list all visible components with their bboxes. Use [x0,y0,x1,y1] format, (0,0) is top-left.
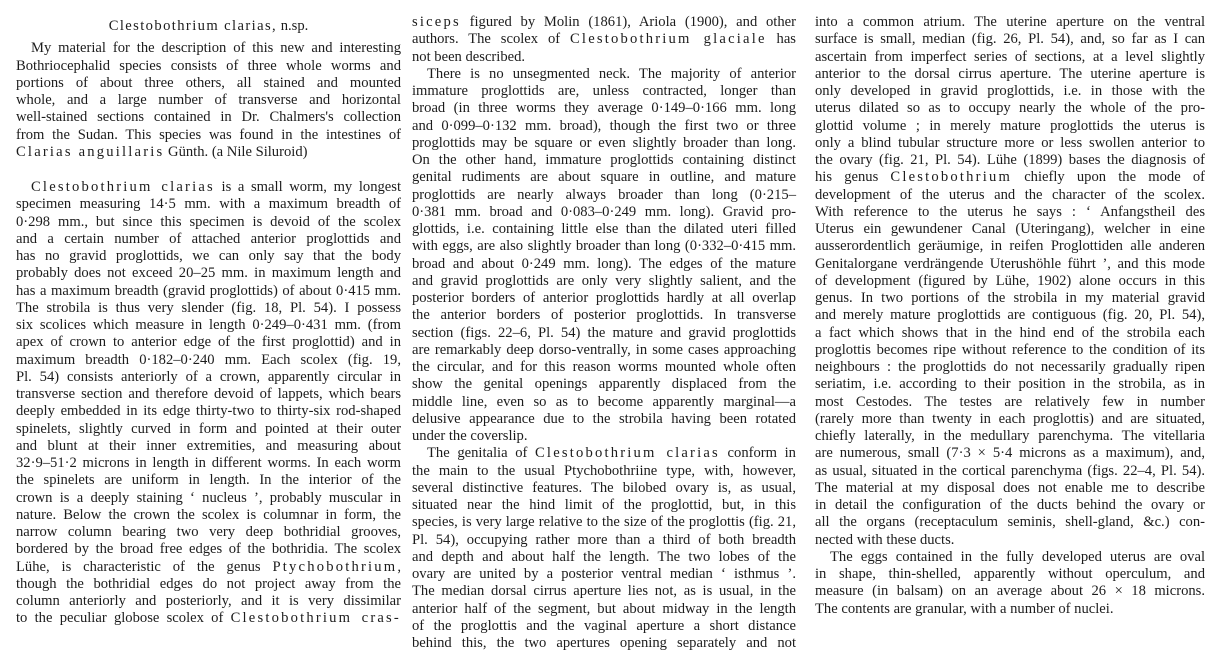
species-name-inline: Clestobothrium glaciale [570,31,767,48]
text-line: broad and about 0·249 mm. long). The edges of the mature [412,255,796,272]
text-line: 0·381 mm. broad and 0·083–0·249 mm. long). Gravid pro- [412,203,796,220]
text-line: The material at my disposal does not enable me to describe [815,479,1205,496]
text-line: from the Sudan. This species was found in the intestines of [16,126,401,143]
text-line [16,179,401,196]
text-line: and gravid proglottids are only very slightly salient, and the [412,272,796,289]
text-line: Pl. 54) consists anteriorly of a crown, apparently circular in [16,368,401,385]
text-fragment: Günth. (a Nile Siluroid) [164,143,308,160]
text-line: the main to the usual Ptychobothriine type, with, however, [412,462,796,479]
text-line: as usual, situated in the cortical parenchyma (figs. 22–4, Pl. 54). [815,462,1205,479]
text-line: whole, and a large number of transverse and horizontal [16,92,401,108]
text-line: 32·9–51·2 microns in length in different worms. In each worm [16,455,401,471]
text-line: (rarely more than twenty in each proglottis) and are situated, [815,410,1205,427]
text-line: section (figs. 22–6, Pl. 54) the mature and gravid proglottids [412,324,796,341]
text-line: apex of crown to anterior edge of the first proglottid) and in [16,334,401,351]
text-line: six scolices which measure in length 0·249–0·431 mm. (from [16,317,401,333]
genus-name-inline: Clestobothrium [890,169,1013,186]
text-line: surface is small, median (fig. 26, Pl. 54), and, so far as I can [815,31,1205,48]
text-line: development of the uterus and the character of the scolex. [815,186,1205,203]
text-column-2 [412,14,796,652]
text-line: are remarkably deep dorso-ventrally, in some cases approaching [412,341,796,358]
text-fragment: figured by Molin (1861), Ariola (1900), and other [460,14,796,30]
intro-paragraph [16,40,401,161]
text-line [412,14,796,31]
text-line: several distinctive features. The bilobed ovary is, as usual, [412,479,796,496]
text-fragment: , [397,558,401,575]
species-name-inline: Clestobothrium clarias [535,445,720,462]
host-species-name: Clarias anguillaris [16,143,165,160]
text-fragment: Lühe, is characteristic of the genus [16,558,273,575]
text-fragment: The genitalia of [427,445,535,462]
text-line: middle line, even so as to become apparently marginal—a [412,393,796,410]
text-line: transverse section and therefore devoid of lappets, which bears [16,386,401,402]
text-line [16,610,401,627]
genitalia-paragraph [412,445,796,652]
text-line: The eggs contained in the fully developed uterus are oval [830,548,1205,565]
text-line: of the proglottis and the vaginal aperture a short distance [412,617,796,634]
text-line: The median dorsal cirrus aperture lies not, as is usual, in the [412,583,796,600]
text-line: and a certain number of attached anterior proglottids and [16,230,401,247]
species-name: Clestobothrium clarias, [108,18,278,34]
text-line: has a maximum breadth (gravid proglottids) of about 0·415 mm. [16,282,401,299]
text-column-3 [815,14,1205,618]
text-line: immature proglottids are, unless contracted, longer than [412,83,796,99]
text-line: most Cestodes. The testes are relatively few in number [815,393,1205,410]
text-line: genital rudiments are about square in outline, and mature [412,169,796,186]
text-line: On the other hand, immature proglottids containing distinct [412,152,796,168]
text-line: Pl. 54), occupying rather more than a third of both breadth [412,531,796,548]
text-line: column anteriorly and posteriorly, and it is very dissimilar [16,593,401,609]
text-line: of development (figured by Lühe, 1902) alone occurs in this [815,272,1205,289]
text-line: only developed in gravid proglottids, i.e. in those with the [815,83,1205,99]
text-fragment: conform in [719,445,796,462]
text-line: under the coverslip. [412,428,528,444]
text-line: in shape, thin-shelled, apparently without operculum, and [815,566,1205,582]
text-line: narrow column bearing two very deep bothridial grooves, [16,524,401,540]
text-line: has no gravid proglottids, we can only say that the body [16,248,401,264]
text-line: delusive appearance due to the strobila having been rotated [412,410,796,427]
eggs-paragraph [815,549,1205,618]
text-line: into a common atrium. The uterine aperture on the ventral [815,14,1205,30]
text-line: species, is very large relative to the size of the proglottis (fig. 21, [412,514,796,531]
text-line: well-stained sections contained in Dr. Chalmers's collection [16,109,401,126]
text-fragment: is a small worm, my longest [214,179,401,195]
text-line: all the organs (receptaculum seminis, shell-gland, &c.) con- [815,514,1205,531]
text-line: the circular, and for this reason worms mounted whole often [412,359,796,375]
text-line: uterus dilated so as to occupy nearly the whole of the pro- [815,100,1205,117]
text-line: the ovary (fig. 21, Pl. 54). Lühe (1899) bases the diagnosis of [815,152,1205,168]
text-line: spinelets, slightly curved in form and pointed at their outer [16,420,401,437]
text-line: the anterior borders of posterior proglottids. In transverse [412,307,796,324]
text-line: and depth and about half the length. The two lobes of the [412,548,796,565]
text-line: maximum breadth 0·182–0·240 mm. Each scolex (fig. 19, [16,351,401,368]
text-line: anterior half of the segment, but about midway in the length [412,600,796,617]
text-line: chiefly laterally, in the medullary parenchyma. The vitellaria [815,428,1205,444]
text-line: and 0·099–0·132 mm. broad), though the first two or three [412,117,796,134]
text-line: portions of about three others, all stained and mounted [16,74,401,91]
text-line: The strobila is thus very slender (fig. 18, Pl. 54). I possess [16,299,401,316]
text-line: only a blind tubular structure more or less swollen anterior to [815,134,1205,151]
text-line: glottids, i.e. containing little else than the dilated uteri filled [412,221,796,237]
text-line: and merely mature proglottids are contiguous (fig. 20, Pl. 54), [815,307,1205,324]
text-line: a fact which shows that in the hind end of the strobila each [815,324,1205,341]
text-fragment: has [766,31,796,48]
text-line: with eggs, are also slightly broader than long (0·332–0·415 mm. [412,238,796,255]
text-line: proglottids are nearly always broader than long (0·215– [412,186,796,203]
text-line: anterior to the dorsal cirrus aperture. The uterine aperture is [815,65,1205,82]
text-line: Bothriocephalid species consists of three whole worms and [16,57,401,74]
text-line: There is no unsegmented neck. The majority of anterior [427,65,796,82]
text-column-1 [16,14,401,628]
text-line: broad (in three worms they average 0·149–0·166 mm. long [412,100,796,117]
species-name-inline: Clestobothrium cras- [230,610,401,627]
text-line: Genitalorgane verdrängende Uterushöhle führt ’, and this mode [815,255,1205,272]
text-fragment: authors. The scolex of [412,31,570,48]
text-line: specimen measuring 14·5 mm. with a maximum breadth of [16,196,401,213]
text-line: deeply embedded in its edge thirty-two to thirty-six rod-shaped [16,403,401,420]
text-line: in detail the configuration of the ducts behind the ovary or [815,497,1205,513]
text-line: ausserordentlich geräumige, in reifen Proglottiden alle anderen [815,238,1205,255]
text-line [16,144,401,161]
text-line: seriatim, i.e. according to their position in the strobila, as in [815,376,1205,393]
text-line: 0·298 mm., but since this specimen is devoid of the scolex [16,213,401,230]
text-line: nature. Below the crown the scolex is columnar in form, the [16,506,401,523]
genus-name-inline: Ptychobothrium [272,558,398,575]
text-line: the spinelets are uniform in length. In the interior of the [16,472,401,489]
species-suffix: n.sp. [277,18,309,34]
text-line: measure (in balsam) on an average about 26 × 18 microns. [815,583,1205,600]
text-line: behind this, the two apertures opening separately and not [412,635,796,651]
uterus-paragraph [815,14,1205,549]
text-line: are numerous, small (7·3 × 5·4 microns as a maximum), and, [815,445,1205,462]
paragraph-gap [16,161,401,179]
text-line: genus. In two portions of the strobila in my material gravid [815,290,1205,306]
text-line: glottid volume ; in merely mature proglottids the uterus is [815,117,1205,134]
text-line: neighbours : the proglottids do not necessarily gradually ripen [815,359,1205,375]
text-line: probably does not exceed 20–25 mm. in maximum length and [16,265,401,282]
text-line: posterior borders of anterior proglottids hardly at all overlap [412,290,796,306]
text-line: proglottis becomes ripe without reference to the condition of its [815,341,1205,358]
text-line: not been described. [412,48,526,65]
species-name-inline: Clestobothrium clarias [31,179,215,195]
description-paragraph [16,179,401,628]
text-line: nected with these ducts. [815,531,955,548]
text-line: show the genital openings apparently displaced from the [412,376,796,393]
text-line: Uterus ein gewundener Canal (Uteringang), welcher in eine [815,221,1205,237]
text-line: ascertain from imperfect series of sections, at a level slightly [815,48,1205,65]
continued-paragraph [412,14,796,66]
text-line: proglottids may be square or even slightly broader than long. [412,134,796,151]
text-line: crown is a deeply staining ‘ nucleus ’, probably muscular in [16,489,401,506]
text-fragment: to the peculiar globose scolex of [16,610,231,627]
text-line: My material for the description of this new and interesting [31,40,401,57]
text-fragment: chiefly upon the mode of [1012,169,1205,186]
species-heading [16,18,401,35]
text-line: situated near the hind limit of the proglottid, but, in this [412,497,796,513]
text-line: ovary are united by a posterior ventral median ‘ isthmus ’. [412,566,796,582]
text-line [412,445,796,462]
text-line [815,169,1205,186]
text-fragment: his genus [815,169,891,186]
text-line: though the bothridial edges do not project away from the [16,575,401,592]
text-line: With reference to the uterus he says : ‘ Anfangstheil des [815,203,1205,220]
text-line [412,31,796,48]
neck-paragraph [412,66,796,446]
text-line: bordered by the broad free edges of the bothridia. The scolex [16,541,401,558]
text-line [16,559,401,576]
text-line: and blunt at their inner extremities, and measuring about [16,437,401,454]
species-name-inline: siceps [412,14,461,30]
text-line: The contents are granular, with a number of nuclei. [815,600,1114,617]
